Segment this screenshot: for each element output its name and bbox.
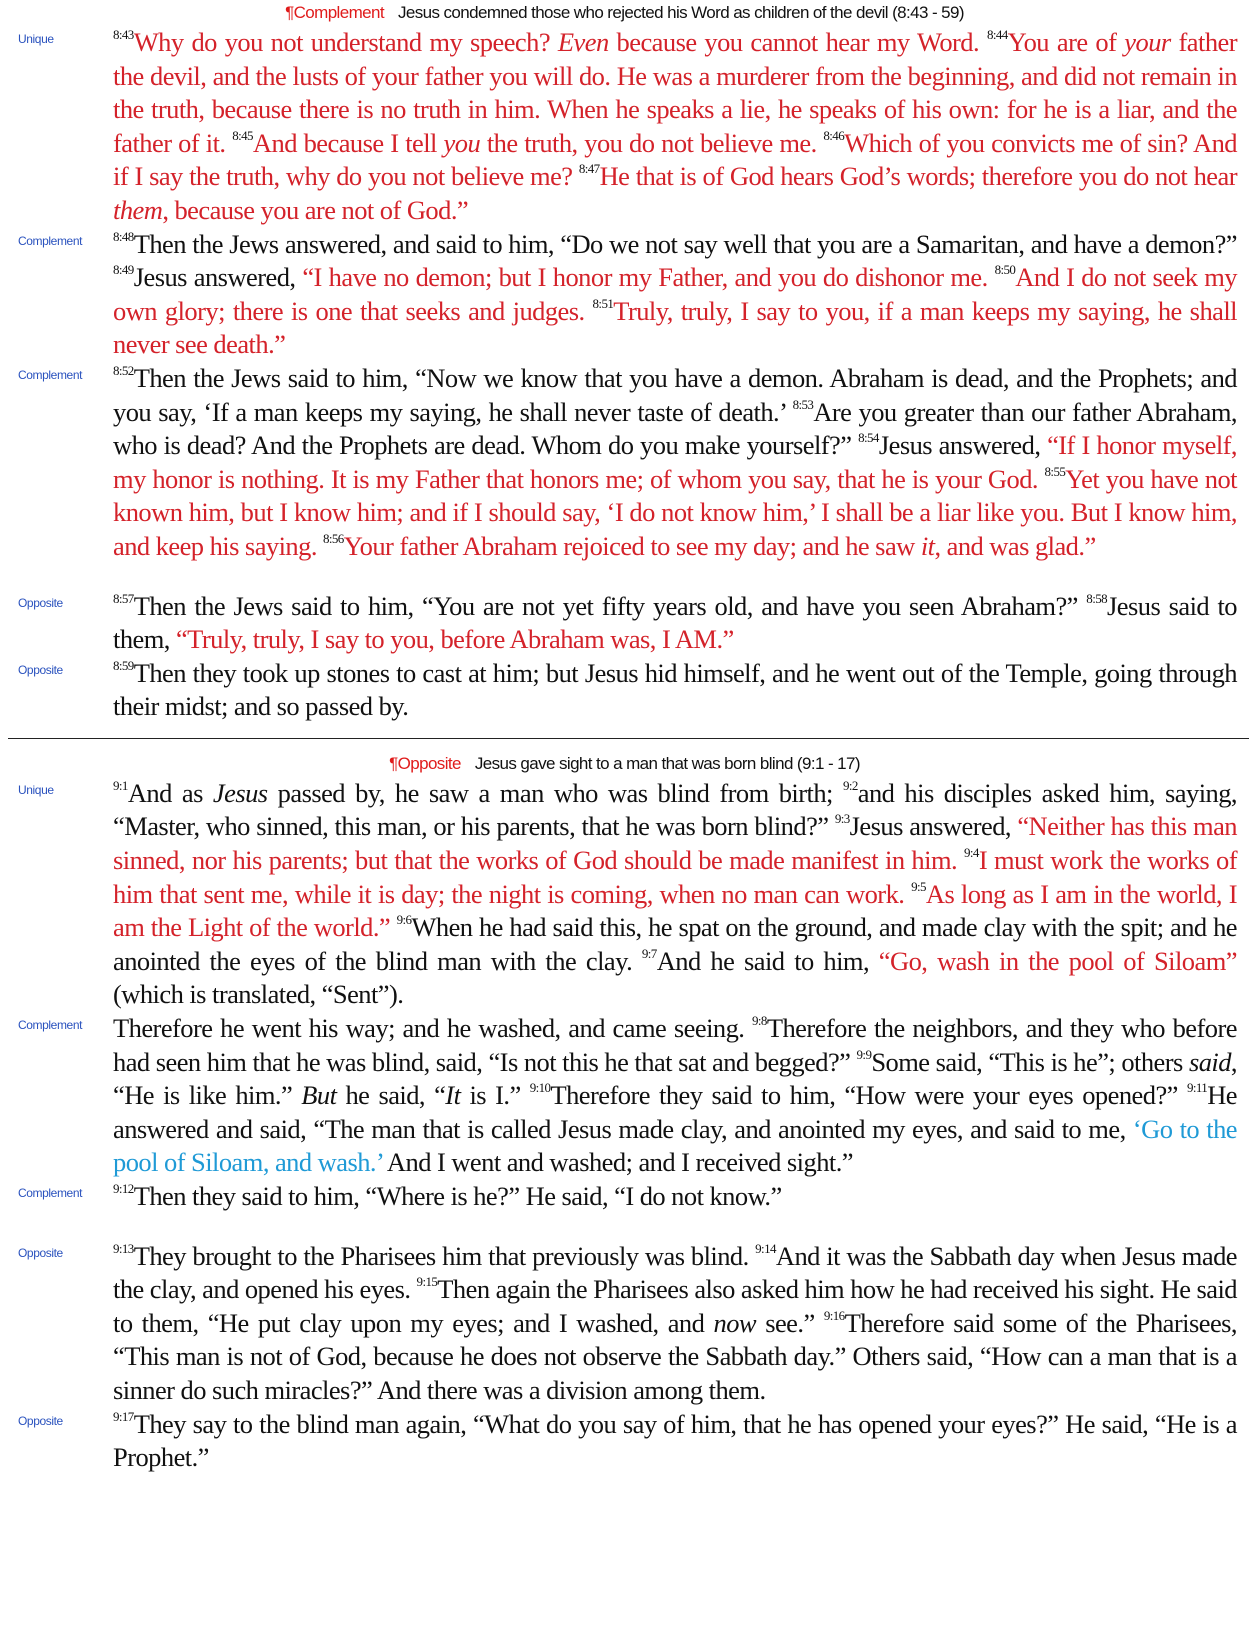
paragraph-category-label: Opposite <box>18 1245 63 1260</box>
section-divider <box>8 738 1249 739</box>
verse-number: 8:50 <box>994 262 1016 278</box>
text-run: said <box>1188 1046 1231 1077</box>
verse-number: 9:6 <box>396 912 412 928</box>
text-run: And because I tell <box>252 127 444 158</box>
text-run: And I went and washed; and I received sight.” <box>382 1147 853 1178</box>
verse-paragraph <box>0 657 1249 724</box>
text-run: “Go, wash in the pool of Siloam” <box>878 945 1237 976</box>
paragraph-category-label: Unique <box>18 782 54 797</box>
verse-number: 9:1 <box>113 777 128 793</box>
paragraph-gap <box>0 564 1249 590</box>
text-run: now <box>713 1307 757 1338</box>
text-run: Yet you have not known him, but I know him; and if I should say, ‘I do not know him,’ I shall be a liar like you. But I know him, and keep his saying. <box>113 463 1237 561</box>
verse-number: 8:55 <box>1044 463 1066 479</box>
text-run: because you cannot hear my Word. <box>608 27 987 57</box>
text-run: Then the Jews said to him, “You are not yet fifty years old, and have you seen Abraham?” <box>133 590 1087 621</box>
text-run: And he said to him, <box>656 945 879 976</box>
section-mark: ¶Complement <box>285 3 384 22</box>
text-run: They say to the blind man again, “What do you say of him, that he has opened your eyes?” He said, “He is a Prophet.” <box>113 1408 1237 1473</box>
text-run: Even <box>557 27 609 57</box>
verse-number: 8:52 <box>113 362 134 378</box>
verse-number: 8:47 <box>578 161 600 177</box>
verse-number: 9:12 <box>113 1181 134 1196</box>
text-run: Truly, truly, I say to you, if a man keeps my saying, he shall never see death.” <box>113 295 1237 360</box>
paragraph-text <box>113 228 1237 362</box>
verse-number: 8:48 <box>113 228 134 244</box>
verse-paragraph <box>0 1240 1249 1408</box>
paragraph-category-label: Complement <box>18 233 83 248</box>
section-header <box>0 0 1249 26</box>
verse-number: 8:53 <box>792 396 814 412</box>
verse-number: 9:4 <box>964 845 979 861</box>
text-run: And it was the Sabbath day when Jesus made the clay, and opened his eyes. <box>113 1240 1237 1305</box>
verse-number: 8:54 <box>858 430 879 446</box>
text-run: You are of <box>1007 27 1125 57</box>
section-title: Jesus gave sight to a man that was born blind (9:1 - 17) <box>474 753 860 773</box>
verse-number: 9:15 <box>416 1274 438 1290</box>
paragraph-category-label: Opposite <box>18 662 63 677</box>
verse-paragraph <box>0 26 1249 228</box>
verse-paragraph <box>0 777 1249 1012</box>
text-run: , “He is like him.” <box>113 1046 1237 1111</box>
verse-number: 9:7 <box>641 945 657 961</box>
text-run: Some said, “This is he”; others <box>871 1046 1189 1077</box>
text-run: Why do you not understand my speech? <box>133 27 558 57</box>
verse-number: 9:8 <box>752 1013 767 1029</box>
text-run: And I do not seek my own glory; there is one that seeks and judges. <box>113 262 1238 326</box>
text-run: “Neither has this man sinned, nor his parents; but that the works of God should be made manifest in him. <box>113 811 1237 876</box>
text-run: you <box>443 127 481 158</box>
text-run: Therefore said some of the Pharisees, “This man is not of God, because he does not observe the Sabbath day.” Others said, “How can a man that is a sinner do such miracles?” And there was a division among them. <box>113 1307 1238 1405</box>
text-run: see.” <box>756 1307 824 1338</box>
verse-number: 9:5 <box>911 878 926 894</box>
section-header <box>0 751 1249 777</box>
verse-paragraph <box>0 228 1249 362</box>
text-run: passed by, he saw a man who was blind from birth; <box>267 777 843 808</box>
paragraph-category-label: Complement <box>18 1018 83 1033</box>
text-run: (which is translated, “Sent”). <box>113 979 404 1010</box>
paragraph-category-label: Opposite <box>18 1413 63 1428</box>
text-run: Then they took up stones to cast at him; but Jesus hid himself, and he went out of the Temple, going through their midst; and so passed by. <box>113 657 1237 722</box>
paragraph-text <box>113 1240 1237 1408</box>
verse-number: 9:3 <box>834 811 850 827</box>
verse-number: 8:57 <box>113 590 134 606</box>
paragraph-text <box>113 26 1237 228</box>
text-run: They brought to the Pharisees him that previously was blind. <box>133 1240 756 1271</box>
paragraph-text <box>113 1012 1237 1180</box>
paragraph-category-label: Unique <box>18 32 54 46</box>
paragraph-category-label: Opposite <box>18 595 63 610</box>
paragraph-category-label: Complement <box>18 1186 83 1200</box>
paragraph-gap <box>0 1214 1249 1240</box>
text-run: , because you are not of God.” <box>162 194 469 225</box>
verse-paragraph <box>0 1012 1249 1180</box>
verse-paragraph <box>0 362 1249 564</box>
verse-number: 8:45 <box>232 127 253 143</box>
verse-number: 8:49 <box>113 262 134 278</box>
verse-number: 9:17 <box>113 1408 134 1424</box>
verse-number: 8:56 <box>322 530 344 546</box>
verse-paragraph <box>0 1180 1249 1214</box>
verse-paragraph <box>0 590 1249 657</box>
text-run: them <box>113 194 163 225</box>
text-run: Then the Jews answered, and said to him, “Do we not say well that you are a Samaritan, and have a demon?” <box>133 228 1237 259</box>
verse-number: 8:46 <box>823 127 845 143</box>
text-run: Therefore the neighbors, and they who before had seen him that he was blind, said, “Is not this he that sat and begged?” <box>113 1013 1237 1077</box>
paragraph-text <box>113 362 1237 564</box>
text-run: he said, “ <box>336 1080 446 1111</box>
text-run: Jesus <box>212 777 268 808</box>
section-mark: ¶Opposite <box>389 753 461 773</box>
text-run: it <box>920 530 935 561</box>
text-run: Then they said to him, “Where is he?” He said, “I do not know.” <box>133 1181 782 1211</box>
text-run: Jesus answered, <box>849 811 1018 842</box>
verse-number: 9:13 <box>113 1240 134 1256</box>
paragraph-text <box>113 777 1237 1012</box>
verse-number: 8:58 <box>1086 590 1108 606</box>
text-run: Jesus said to them, <box>113 590 1237 655</box>
text-run: father the devil, and the lusts of your father you will do. He was a murderer from the beginning, and did not remain in the truth, because there is no truth in him. When he speaks a lie, he speaks of his own: for he is a liar, and the father of it. <box>113 27 1238 158</box>
text-run: , and was glad.” <box>934 530 1096 561</box>
verse-number: 8:44 <box>986 27 1008 42</box>
section-title: Jesus condemned those who rejected his Word as children of the devil (8:43 - 59) <box>397 3 964 22</box>
text-run: But <box>301 1080 337 1111</box>
verse-number: 9:16 <box>823 1307 845 1323</box>
text-run: He answered and said, “The man that is called Jesus made clay, and anointed my eyes, and said to me, <box>113 1080 1237 1144</box>
paragraph-text <box>113 1180 1237 1214</box>
verse-number: 9:2 <box>842 777 858 793</box>
text-run: I must work the works of him that sent me, while it is day; the night is coming, when no man can work. <box>113 845 1237 909</box>
text-run: is I.” <box>460 1080 530 1111</box>
paragraph-text <box>113 590 1237 657</box>
verse-number: 8:43 <box>113 27 134 42</box>
text-run: When he had said this, he spat on the ground, and made clay with the spit; and he anointed the eyes of the blind man with the clay. <box>113 912 1237 976</box>
verse-number: 8:51 <box>592 295 614 311</box>
text-run: ‘Go to the pool of Siloam, and wash.’ <box>113 1113 1237 1178</box>
text-run: “Truly, truly, I say to you, before Abraham was, I AM.” <box>175 624 734 655</box>
text-run: your <box>1124 27 1171 57</box>
text-run: Therefore he went his way; and he washed, and came seeing. <box>113 1013 753 1044</box>
text-run: Jesus answered, <box>133 262 303 293</box>
text-run: Jesus answered, <box>878 430 1048 461</box>
text-run: Then the Jews said to him, “Now we know that you have a demon. Abraham is dead, and the Prophets; and you say, ‘If a man keeps my saying, he shall never taste of death.’ <box>113 362 1237 427</box>
paragraph-category-label: Complement <box>18 367 83 382</box>
text-run: Which of you convicts me of sin? And if I say the truth, why do you not believe me? <box>113 127 1237 192</box>
paragraph-text <box>113 657 1237 724</box>
text-run: the truth, you do not believe me. <box>480 127 824 158</box>
text-run: “If I honor myself, my honor is nothing. It is my Father that honors me; of whom you say, that he is your God. <box>113 430 1237 494</box>
text-run: Then again the Pharisees also asked him how he had received his sight. He said to them, “He put clay upon my eyes; and I washed, and <box>113 1274 1237 1338</box>
text-run: And as <box>127 777 213 808</box>
verse-paragraph <box>0 1408 1249 1475</box>
paragraph-text <box>113 1408 1237 1475</box>
verse-number: 9:14 <box>755 1240 776 1256</box>
text-run: and his disciples asked him, saying, “Master, who sinned, this man, or his parents, that he was born blind?” <box>113 777 1237 842</box>
text-run: “I have no demon; but I honor my Father, and you do dishonor me. <box>302 262 995 293</box>
text-run: Are you greater than our father Abraham, who is dead? And the Prophets are dead. Whom do you make yourself?” <box>113 396 1237 461</box>
text-run: Therefore they said to him, “How were your eyes opened?” <box>550 1080 1187 1111</box>
verse-number: 9:10 <box>529 1080 551 1096</box>
text-run: As long as I am in the world, I am the Light of the world.” <box>113 878 1237 943</box>
verse-number: 9:11 <box>1186 1080 1208 1096</box>
text-run: It <box>445 1080 461 1111</box>
verse-number: 8:59 <box>113 657 134 673</box>
text-run: Your father Abraham rejoiced to see my day; and he saw <box>343 530 921 561</box>
text-run: He that is of God hears God’s words; therefore you do not hear <box>599 161 1237 192</box>
verse-number: 9:9 <box>856 1046 872 1062</box>
